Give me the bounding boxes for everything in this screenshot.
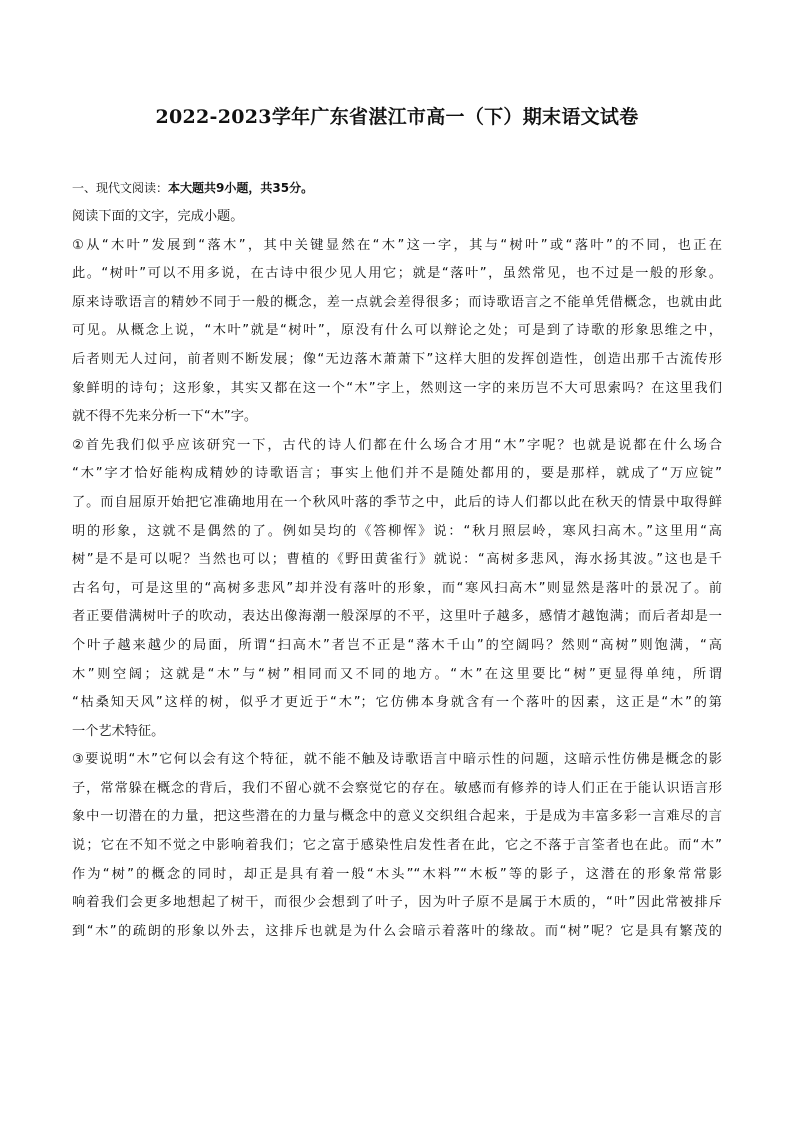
section-prefix: 一、现代文阅读： bbox=[72, 181, 169, 195]
paragraph-3-line: ③要说明“木”它何以会有这个特征，就不能不触及诗歌语言中暗示性的问题，这暗示性仿佛是概念的影 bbox=[72, 752, 722, 768]
exam-title: 2022-2023学年广东省湛江市高一（下）期末语文试卷 bbox=[155, 106, 639, 128]
paragraph-2-line: “枯桑知天风”这样的树，似乎才更近于“木”；它仿佛本身就含有一个落叶的因素，这正是“木”的第 bbox=[72, 695, 722, 711]
paragraph-2-line: 一个艺术特征。 bbox=[72, 723, 165, 739]
paragraph-3-line: 响着我们会更多地想起了树干，而很少会想到了叶子，因为叶子原不是属于木质的，“叶”因此常被排斥 bbox=[72, 895, 722, 911]
paragraph-1-line: 后者则无人过问，前者则不断发展；像“无边落木萧萧下”这样大胆的发挥创造性，创造出那千古流传形 bbox=[72, 351, 722, 367]
paragraph-2-line: 树”是不是可以呢？当然也可以；曹植的《野田黄雀行》就说：“高树多悲风，海水扬其波。”这也是千 bbox=[72, 552, 722, 568]
paragraph-2-line: 明的形象，这就不是偶然的了。例如吴均的《答柳恽》说：“秋月照层岭，寒风扫高木。”这里用“高 bbox=[72, 523, 722, 539]
paragraph-1-line: 可见。从概念上说，“木叶”就是“树叶”，原没有什么可以辩论之处；可是到了诗歌的形象思维之中， bbox=[72, 323, 722, 339]
paragraph-2-line: 个叶子越来越少的局面，所谓“扫高木”者岂不正是“落木千山”的空阔吗？然则“高树”则饱满，“高 bbox=[72, 637, 722, 653]
section-heading bbox=[72, 179, 313, 197]
paragraph-1-line: 此。“树叶”可以不用多说，在古诗中很少见人用它；就是“落叶”，虽然常见，也不过是一般的形象。 bbox=[72, 266, 722, 282]
paragraph-2-line: 了。而自屈原开始把它准确地用在一个秋风叶落的季节之中，此后的诗人们都以此在秋天的情景中取得鲜 bbox=[72, 494, 722, 510]
paragraph-3-line: 作为“树”的概念的同时，却正是具有着一般“木头”“木料”“木板”等的影子，这潜在的形象常常影 bbox=[72, 866, 722, 882]
paragraph-3-line: 子，常常躲在概念的背后，我们不留心就不会察觉它的存在。敏感而有修养的诗人们正在于能认识语言形 bbox=[72, 780, 722, 796]
reading-passage bbox=[72, 203, 722, 946]
paragraph-3-line: 说；它在不知不觉之中影响着我们；它之富于感染性启发性者在此，它之不落于言筌者也在此。而“木” bbox=[72, 838, 722, 854]
reading-instruction: 阅读下面的文字，完成小题。 bbox=[72, 209, 244, 224]
section-description: 本大题共9小题，共35分。 bbox=[168, 181, 314, 195]
paragraph-2-line: ②首先我们似乎应该研究一下，古代的诗人们都在什么场合才用“木”字呢？也就是说都在什么场合 bbox=[72, 437, 722, 453]
paragraph-2-line: 者正要借满树叶子的吹动，表达出像海潮一般深厚的不平，这里叶子越多，感情才越饱满；而后者却是一 bbox=[72, 609, 722, 625]
paragraph-1-line: 象鲜明的诗句；这形象，其实又都在这一个“木”字上，然则这一字的来历岂不大可思索吗？在这里我们 bbox=[72, 380, 722, 396]
paragraph-1-line: ①从“木叶”发展到“落木”，其中关键显然在“木”这一字，其与“树叶”或“落叶”的不同，也正在 bbox=[72, 237, 722, 253]
paragraph-2-line: 木”则空阔；这就是“木”与“树”相同而又不同的地方。“木”在这里要比“树”更显得单纯，所谓 bbox=[72, 666, 722, 682]
paragraph-1-line: 原来诗歌语言的精妙不同于一般的概念，差一点就会差得很多；而诗歌语言之不能单凭借概念，也就由此 bbox=[72, 294, 722, 310]
paragraph-3-line: 象中一切潜在的力量，把这些潜在的力量与概念中的意义交织组合起来，于是成为丰富多彩一言难尽的言 bbox=[72, 809, 722, 825]
paragraph-1-line: 就不得不先来分析一下“木”字。 bbox=[72, 409, 258, 425]
paragraph-2-line: 古名句，可是这里的“高树多悲风”却并没有落叶的形象，而“寒风扫高木”则显然是落叶的景况了。前 bbox=[72, 580, 722, 596]
paragraph-3-line: 到“木”的疏朗的形象以外去，这排斥也就是为什么会暗示着落叶的缘故。而“树”呢？它是具有繁茂的 bbox=[72, 923, 722, 939]
paragraph-2-line: “木”字才恰好能构成精妙的诗歌语言；事实上他们并不是随处都用的，要是那样，就成了“万应锭” bbox=[72, 466, 722, 482]
